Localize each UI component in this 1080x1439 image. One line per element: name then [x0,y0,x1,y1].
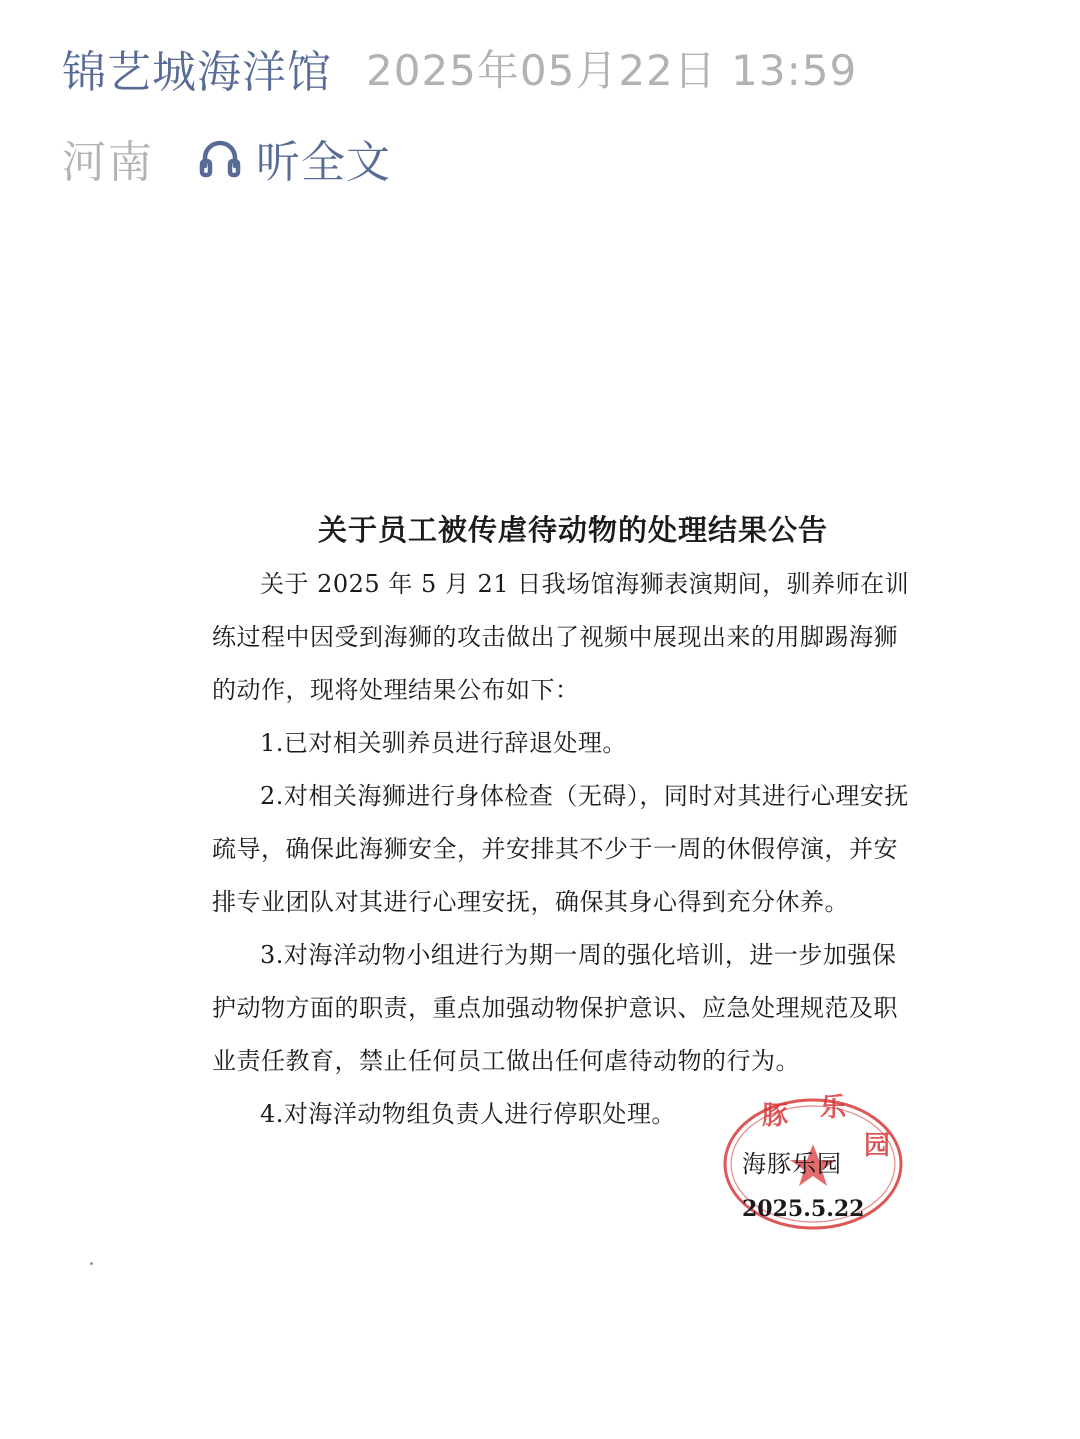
announcement-body [212,558,912,1141]
svg-text:园: 园 [864,1131,891,1161]
article-meta-header [62,38,857,98]
svg-text:乐: 乐 [820,1093,847,1123]
announcement-paragraph: 1.已对相关驯养员进行辞退处理。 [260,729,627,757]
svg-text:豚: 豚 [762,1101,789,1131]
announcement-paragraph: 2.对相关海狮进行身体检查（无碍），同时对其进行心理安抚疏导，确保此海狮安全，并安排其不少于一周的休假停演，并安排专业团队对其进行心理安抚，确保其身心得到充分休养。 [212,782,909,916]
announcement-paragraph: 4.对海洋动物组负责人进行停职处理。 [260,1100,676,1128]
account-name-link[interactable]: 锦艺城海洋馆 [62,47,332,98]
announcement-paragraph: 3.对海洋动物小组进行为期一周的强化培训，进一步加强保护动物方面的职责，重点加强动物保护意识、应急处理规范及职业责任教育，禁止任何员工做出任何虐待动物的行为。 [212,941,898,1075]
ip-location: 河南 [62,137,154,188]
signature-date: 2025.5.22 [742,1196,865,1222]
announcement-paragraph: 关于 2025 年 5 月 21 日我场馆海狮表演期间，驯养师在训练过程中因受到海狮的攻击做出了视频中展现出来的用脚踢海狮的动作，现将处理结果公布如下： [212,570,910,704]
publish-time: 2025年05月22日 13:59 [366,46,858,95]
listen-full-text-label: 听全文 [256,137,391,188]
official-seal [718,1092,908,1232]
headphones-icon [198,136,242,180]
announcement-title: 关于员工被传虐待动物的处理结果公告 [317,513,828,547]
signature-organization: 海豚乐园 [742,1150,842,1178]
scan-speck [90,1262,93,1265]
announcement-image [0,480,1080,1260]
listen-full-text-button[interactable] [198,126,391,190]
article-meta-subheader [62,128,391,188]
